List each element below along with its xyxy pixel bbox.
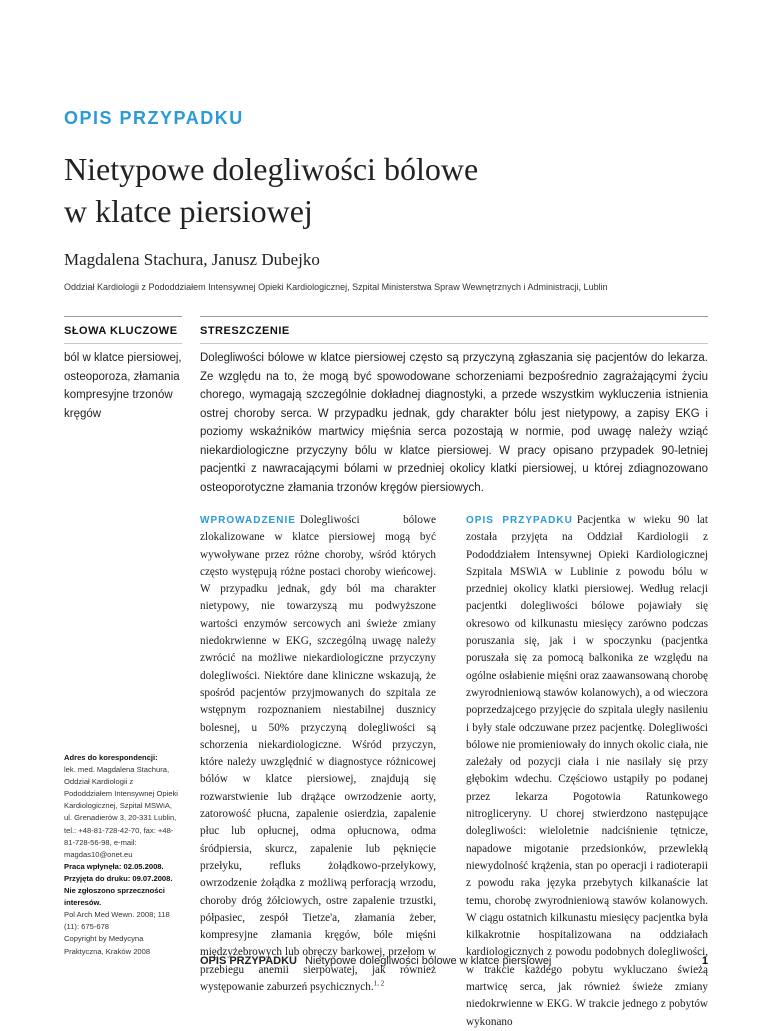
intro-reference: 1, 2 <box>373 979 385 988</box>
conflict-statement: Nie zgłoszono sprzeczności interesów. <box>64 886 165 908</box>
title-line-1: Nietypowe dolegliwości bólowe <box>64 151 479 187</box>
section-label: OPIS PRZYPADKU <box>64 108 244 128</box>
copyright: Copyright by Medycyna Praktyczna, Kraków 2008 <box>64 934 151 956</box>
divider-keywords-2 <box>64 343 182 344</box>
affiliation: Oddział Kardiologii z Pododdziałem Intensywnej Opieki Kardiologicznej, Szpital Ministerstwa Spraw Wewnętrznych i Administracji, Lublin <box>64 282 608 292</box>
accepted-date: Przyjęta do druku: 09.07.2008. <box>64 873 173 883</box>
divider-abstract-2 <box>200 343 708 344</box>
page-number: 1 <box>701 955 708 967</box>
authors: Magdalena Stachura, Janusz Dubejko <box>64 250 320 269</box>
keywords-heading: SŁOWA KLUCZOWE <box>64 325 178 337</box>
intro-text: Dolegliwości bólowe zlokalizowane w klatce piersiowej mogą być wywoływane przez różne choroby, wśród których często występują różne postaci choroby wieńcowej. W przypadku jednak, gdy ból ma charakter nietypowy, nie towarzyszą mu podwyższone wartości enzymów sercowych ani świeże zmiany niedokrwienne w EKG, szczególną uwagę należy zwrócić na możliwe niekardiologiczne przyczyny dolegliwości. Niektóre dane kliniczne wskazują, że spośród pacjentów przyjmowanych do szpitala ze wstępnym rozpoznaniem niestabilnej dusznicy bolesnej, u 50% przyczyną dolegliwości są schorzenia niekardiologiczne. Wśród przyczyn, które należy uwzględnić w diagnostyce różnicowej bólów w klatce piersiowej, znajdują się rozwarstwienie lub drążące owrzodzenie aorty, zatorowość płucna, zapalenie osierdzia, zapalenie płuc lub opłucnej, odma opłucnowa, odma śródpiersia, skurcz, zapalenie lub pęknięcie przełyku, refluks żołądkowo-przełykowy, owrzodzenie żołądka z możliwą perforacją wrzodu, choroby dróg żółciowych, ostre zapalenie trzustki, półpasiec, zespół Tietze'a, złamania żeber, kompresyjne złamania kręgów, bóle mięśni międzyżebrowych lub obręczy barkowej, przełom w przebiegu anemii sierpowatej, jak również występowanie zaburzeń psychicznych. <box>200 514 436 994</box>
divider-abstract <box>200 316 708 317</box>
case-column <box>466 512 708 1031</box>
footer-section: OPIS PRZYPADKU <box>200 955 297 967</box>
divider-keywords <box>64 316 182 317</box>
abstract-heading: STRESZCZENIE <box>200 325 290 337</box>
received-date: Praca wpłynęła: 02.05.2008. <box>64 861 164 871</box>
title-line-2: w klatce piersiowej <box>64 193 313 229</box>
article-title <box>64 148 664 232</box>
case-heading: OPIS PRZYPADKU <box>466 515 573 526</box>
keywords-text: ból w klatce piersiowej, osteoporoza, złamania kompresyjne trzonów kręgów <box>64 352 182 420</box>
intro-column <box>200 512 436 996</box>
citation: Pol Arch Med Wewn. 2008; 118 (11): 675-678 <box>64 910 170 932</box>
abstract-text: Dolegliwości bólowe w klatce piersiowej często są przyczyną zgłaszania się pacjentów do lekarza. Ze względu na to, że mogą być spowodowane schorzeniami bezpośrednio zagrażającymi życiu chorego, wymagają szczególnie dokładnej diagnostyki, a przede wszystkim wykluczenia istnienia ostrej choroby serca. W przypadku jednak, gdy charakter bólu jest nietypowy, a zapisy EKG i poziomy wskaźników martwicy mięśnia serca pozostają w normie, pod uwagę należy wziąć niekardiologiczne przyczyny bólu w klatce piersiowej. W pracy opisano przypadek 90-letniej pacjentki z nawracającymi bólami w przedniej okolicy klatki piersiowej, u której zdiagnozowano osteoporotyczne złamania trzonów kręgów piersiowych. <box>200 352 708 494</box>
case-text: Pacjentka w wieku 90 lat została przyjęta na Oddział Kardiologii z Pododdziałem Intensywnej Opieki Kardiologicznej Szpitala MSWiA w Lublinie z powodu bólu w przedniej okolicy klatki piersiowej. Według relacji pacjentki dolegliwości bólowe pojawiały się okresowo od kilkunastu miesięcy zarówno podczas poruszania się, jak i w spoczynku (pacjentka poruszała się za pomocą balkonika ze względu na ogólne osłabienie mięśni oraz zaawansowaną chorobę zwyrodnieniową stawów kolanowych), a od wieczora poprzedzajcego przyjęcie do szpitala uległy nasileniu i były stale odczuwane przez pacjentkę. Dolegliwości bólowe nie promieniowały do innych okolic ciała, nie zależały od pozycji ciała i nie nasilały się przy głębokim wdechu. Częściowo ustąpiły po podanej przez lekarza Pogotowia Ratunkowego nitrogliceryny. U chorej stwierdzono następujące dolegliwości: wieloletnie nadciśnienie tętnicze, napadowe migotanie przedsionków, przewlekłą niewydolność krążenia, stan po operacji i radioterapii z powodu raka języka przebytych kilkanaście lat temu, chorobę zwyrodnieniową stawów kolanowych. W ciągu ostatnich kilkunastu miesięcy pacjentka była kilkakrotnie hospitalizowana na oddziałach kardiologicznych z powodu podobnych dolegliwości, w trakcie każdego pobytu wykluczano świeżą martwicę serca, jak również świeże zmiany niedokrwienne w EKG. W trakcie jednego z pobytów wykonano <box>466 514 708 1028</box>
footer-running-title: Nietypowe dolegliwości bólowe w klatce piersiowej <box>304 955 552 967</box>
intro-heading: WPROWADZENIE <box>200 515 296 526</box>
page-footer <box>200 955 551 967</box>
correspondence-heading: Adres do korespondencji: <box>64 753 158 762</box>
correspondence-body: lek. med. Magdalena Stachura, Oddział Kardiologii z Pododdziałem Intensywnej Opieki Kardiologicznej, Szpital MSWiA, ul. Grenadierów 3, 20-331 Lublin, tel.: +48-81-728-42-70, fax: +48-81-728-56-98, e-mail: magdas10@onet.eu <box>64 765 178 859</box>
correspondence-box <box>64 752 182 958</box>
